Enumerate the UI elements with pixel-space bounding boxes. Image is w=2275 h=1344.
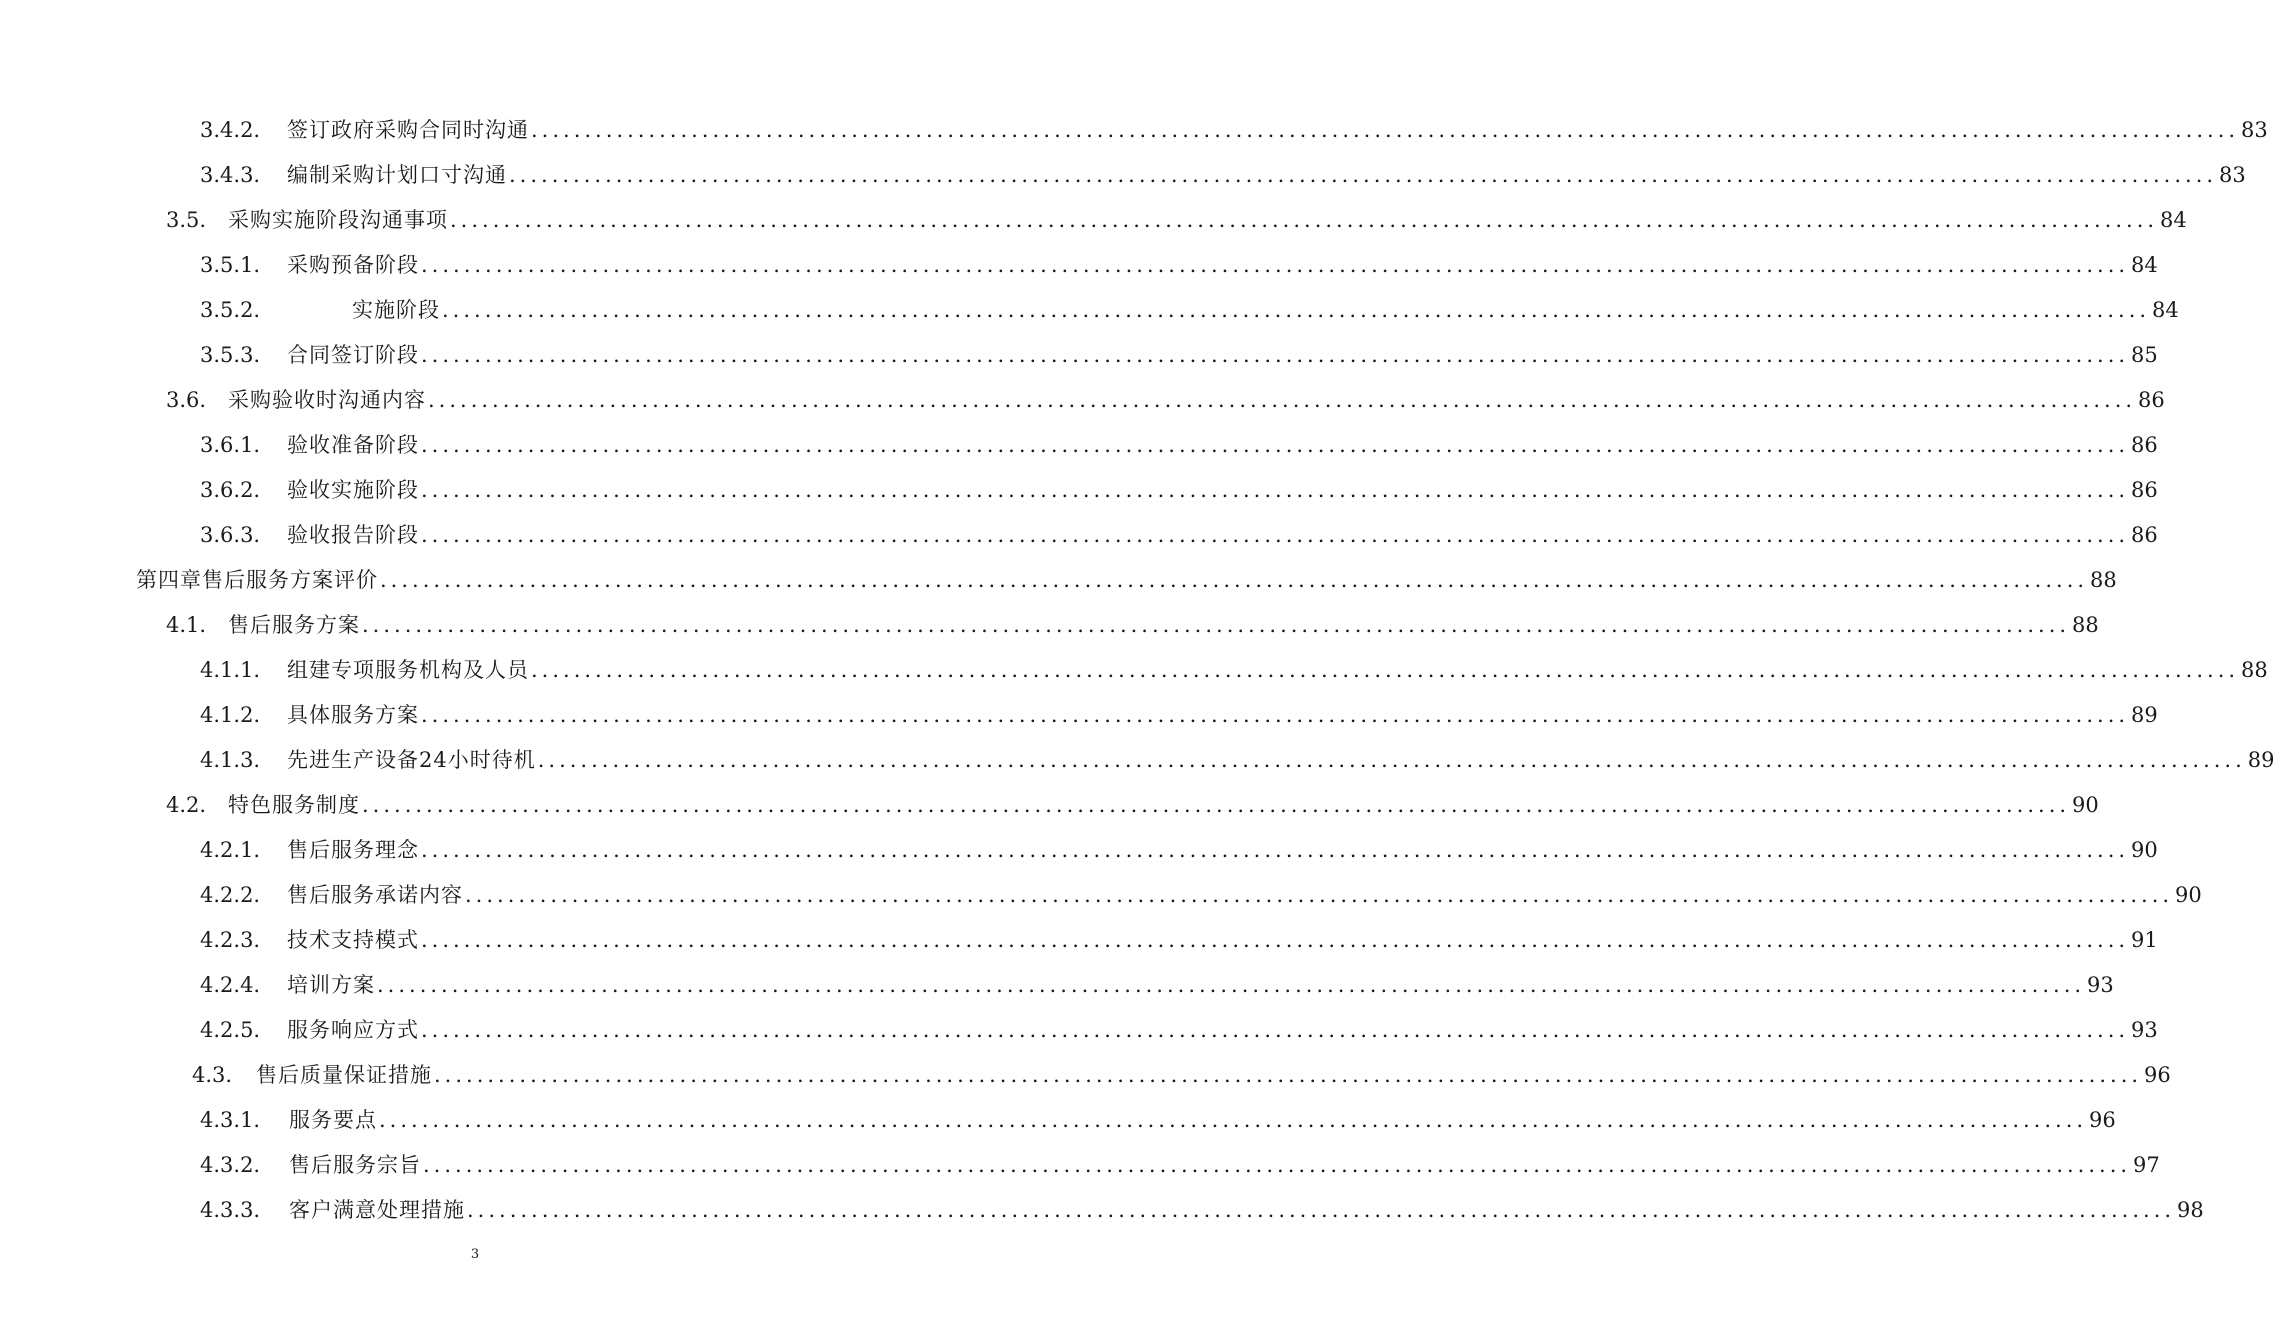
toc-dot-leader: ................................................................................................................................................................ [531,118,2240,142]
toc-entry[interactable] [200,699,2158,731]
toc-entry-page: 91 [2131,928,2158,952]
toc-entry-number: 3.5. [166,208,207,232]
toc-entry[interactable] [200,1014,2158,1046]
toc-entry[interactable] [200,339,2158,371]
toc-entry[interactable] [200,429,2158,461]
toc-dot-leader: ................................................................................................................................................................ [379,1108,2088,1132]
toc-dot-leader: ................................................................................................................................................................ [421,1018,2130,1042]
toc-entry-number: 3.6.1. [200,433,261,457]
toc-entry[interactable] [166,609,2099,641]
toc-entry-title: 采购实施阶段沟通事项 [228,208,448,232]
toc-entry[interactable] [200,969,2114,1001]
toc-entry-title: 售后服务方案 [228,613,360,637]
toc-entry-title: 售后服务理念 [287,838,419,862]
toc-entry-page: 84 [2152,298,2179,322]
toc-entry-number: 4.2.3. [200,928,261,952]
toc-entry[interactable] [200,159,2246,191]
toc-entry-title: 培训方案 [287,973,375,997]
toc-dot-leader: ................................................................................................................................................................ [421,433,2130,457]
toc-entry-number: 3.4.3. [200,163,261,187]
toc-entry-number: 3.6. [166,388,207,412]
toc-entry-title: 服务响应方式 [287,1018,419,1042]
toc-entry[interactable] [200,1104,2116,1136]
toc-entry[interactable] [200,654,2268,686]
toc-entry-page: 98 [2177,1198,2204,1222]
toc-entry-number: 4.1.3. [200,748,261,772]
toc-entry-number: 3.6.3. [200,523,261,547]
toc-dot-leader: ................................................................................................................................................................ [362,793,2071,817]
toc-dot-leader: ................................................................................................................................................................ [421,703,2130,727]
toc-entry-number: 4.3.2. [200,1153,261,1177]
toc-entry-title: 验收实施阶段 [287,478,419,502]
toc-entry-number: 4.2. [166,793,207,817]
toc-entry[interactable] [200,1149,2160,1181]
toc-entry[interactable] [166,204,2187,236]
toc-entry-title: 服务要点 [289,1108,377,1132]
toc-entry-page: 85 [2131,343,2158,367]
toc-dot-leader: ................................................................................................................................................................ [465,883,2174,907]
toc-entry-title: 技术支持模式 [287,928,419,952]
toc-entry-number: 3.5.1. [200,253,261,277]
toc-entry-title: 具体服务方案 [287,703,419,727]
toc-entry-title: 组建专项服务机构及人员 [287,658,529,682]
toc-dot-leader: ................................................................................................................................................................ [509,163,2218,187]
toc-entry-number: 3.4.2. [200,118,261,142]
toc-entry[interactable] [200,519,2158,551]
toc-entry-page: 96 [2089,1108,2116,1132]
toc-entry-page: 90 [2175,883,2202,907]
toc-entry-number: 4.1. [166,613,207,637]
toc-entry-page: 86 [2138,388,2165,412]
toc-entry-title: 实施阶段 [352,298,440,322]
toc-dot-leader: ................................................................................................................................................................ [537,748,2246,772]
toc-entry-title: 验收准备阶段 [287,433,419,457]
toc-dot-leader: ................................................................................................................................................................ [531,658,2240,682]
toc-entry-title: 客户满意处理措施 [289,1198,465,1222]
toc-entry-title: 验收报告阶段 [287,523,419,547]
toc-entry-page: 97 [2133,1153,2160,1177]
toc-entry-number: 4.2.2. [200,883,261,907]
page-number: 3 [470,1247,480,1262]
toc-entry-page: 93 [2087,973,2114,997]
toc-entry[interactable] [166,789,2099,821]
toc-entry-page: 84 [2131,253,2158,277]
toc-entry-title: 售后服务宗旨 [289,1153,421,1177]
toc-entry-title: 特色服务制度 [228,793,360,817]
toc-entry-page: 83 [2241,118,2268,142]
toc-entry[interactable] [200,249,2158,281]
toc-entry-number: 4.1.2. [200,703,261,727]
toc-dot-leader: ................................................................................................................................................................ [421,478,2130,502]
toc-entry-page: 96 [2144,1063,2171,1087]
toc-dot-leader: ................................................................................................................................................................ [421,253,2130,277]
toc-entry-page: 86 [2131,523,2158,547]
toc-entry-number: 4.2.5. [200,1018,261,1042]
toc-entry-page: 86 [2131,478,2158,502]
toc-entry-page: 88 [2072,613,2099,637]
toc-entry[interactable] [200,834,2158,866]
toc-entry-title: 采购预备阶段 [287,253,419,277]
toc-dot-leader: ................................................................................................................................................................ [442,298,2151,322]
toc-entry[interactable] [200,114,2268,146]
toc-dot-leader: ................................................................................................................................................................ [377,973,2086,997]
toc-dot-leader: ................................................................................................................................................................ [380,568,2089,592]
toc-entry-title: 采购验收时沟通内容 [228,388,426,412]
toc-entry-number: 4.1.1. [200,658,261,682]
toc-dot-leader: ................................................................................................................................................................ [434,1063,2143,1087]
toc-entry-page: 88 [2241,658,2268,682]
toc-entry-number: 4.2.1. [200,838,261,862]
toc-dot-leader: ................................................................................................................................................................ [362,613,2071,637]
toc-entry-number: 4.3. [192,1063,233,1087]
toc-entry-number: 4.3.1. [200,1108,261,1132]
toc-entry-page: 84 [2160,208,2187,232]
toc-dot-leader: ................................................................................................................................................................ [421,928,2130,952]
toc-entry[interactable] [166,384,2165,416]
toc-entry-page: 83 [2219,163,2246,187]
toc-entry-title: 先进生产设备24小时待机 [287,748,536,772]
toc-entry[interactable] [136,564,2117,596]
toc-entry-number: 4.3.3. [200,1198,261,1222]
toc-entry-title: 合同签订阶段 [287,343,419,367]
toc-entry-page: 90 [2131,838,2158,862]
toc-entry-page: 89 [2247,748,2275,772]
toc-dot-leader: ................................................................................................................................................................ [423,1153,2132,1177]
toc-dot-leader: ................................................................................................................................................................ [450,208,2159,232]
toc-dot-leader: ................................................................................................................................................................ [421,523,2130,547]
toc-entry-page: 86 [2131,433,2158,457]
toc-entry[interactable] [200,1194,2204,1226]
toc-entry-page: 88 [2090,568,2117,592]
toc-entry-title: 第四章售后服务方案评价 [136,568,378,592]
toc-entry-number: 3.6.2. [200,478,261,502]
toc-entry[interactable] [200,744,2275,776]
toc-entry-number: 4.2.4. [200,973,261,997]
toc-entry-number: 3.5.2. [200,298,261,322]
toc-entry-page: 90 [2072,793,2099,817]
toc-entry-title: 签订政府采购合同时沟通 [287,118,529,142]
toc-entry-number: 3.5.3. [200,343,261,367]
toc-entry[interactable] [200,474,2158,506]
toc-entry-page: 89 [2131,703,2158,727]
toc-dot-leader: ................................................................................................................................................................ [467,1198,2176,1222]
toc-entry-title: 编制采购计划口寸沟通 [287,163,507,187]
toc-entry[interactable] [192,1059,2171,1091]
toc-entry-title: 售后质量保证措施 [256,1063,432,1087]
toc-dot-leader: ................................................................................................................................................................ [428,388,2137,412]
toc-entry[interactable] [200,294,2179,326]
toc-entry-page: 93 [2131,1018,2158,1042]
toc-dot-leader: ................................................................................................................................................................ [421,343,2130,367]
toc-entry-title: 售后服务承诺内容 [287,883,463,907]
toc-entry[interactable] [200,924,2158,956]
toc-dot-leader: ................................................................................................................................................................ [421,838,2130,862]
toc-entry[interactable] [200,879,2202,911]
